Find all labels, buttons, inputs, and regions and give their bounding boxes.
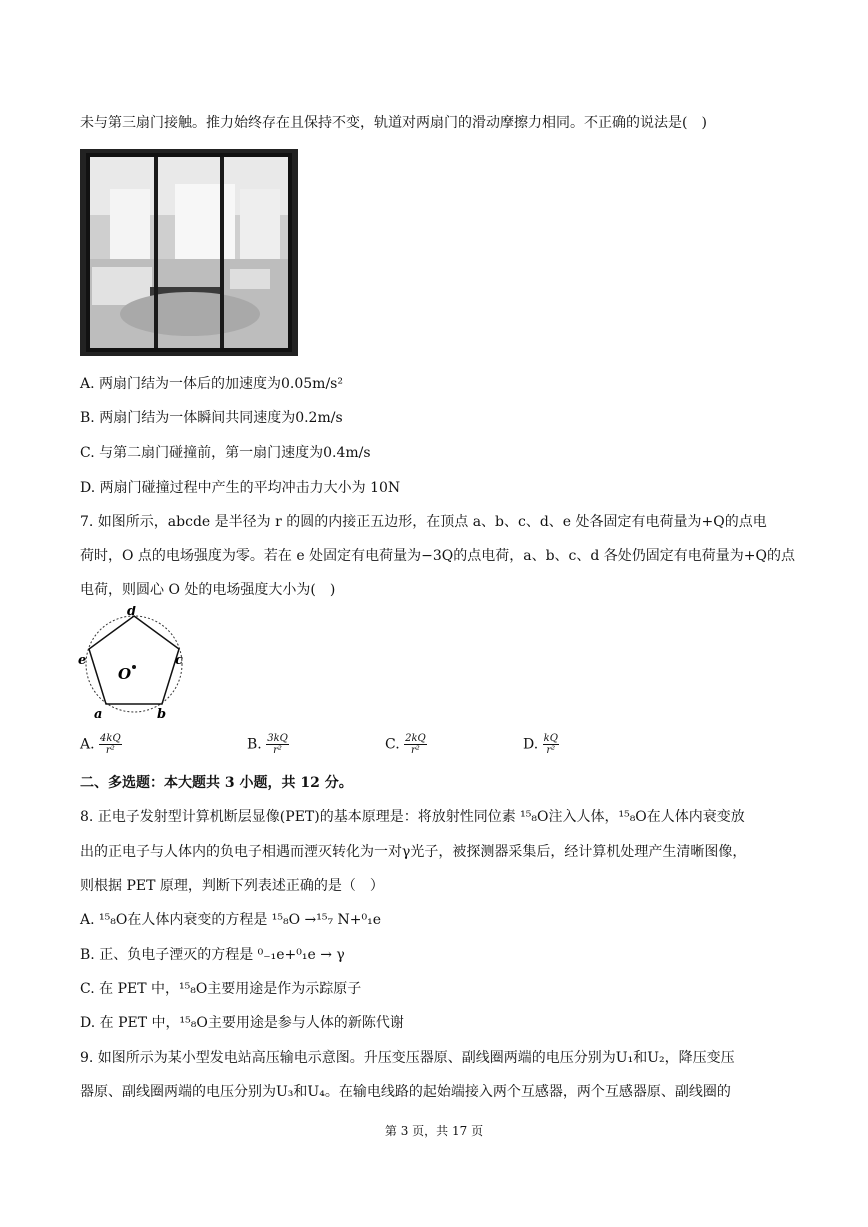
sliding-door-photo: [80, 149, 298, 356]
numerator: 2kQ: [405, 733, 426, 744]
q6-option-b: B. 两扇门结为一体瞬间共同速度为0.2m/s: [80, 410, 343, 426]
label-c: c: [175, 653, 183, 668]
q7-option-d-letter: D.: [523, 736, 539, 753]
q7-option-b-fraction: [266, 733, 289, 756]
q8-option-c: C. 在 PET 中，¹⁵₈O主要用途是作为示踪原子: [80, 981, 362, 997]
q7-option-a: [80, 733, 122, 756]
q6-option-d: D. 两扇门碰撞过程中产生的平均冲击力大小为 10N: [80, 480, 401, 496]
q7-option-d-fraction: [543, 733, 559, 756]
section-2-heading: 二、多选题：本大题共 3 小题，共 12 分。: [80, 775, 353, 791]
q7-option-b: [247, 733, 289, 756]
denominator: r²: [546, 745, 556, 756]
q8-option-b: B. 正、负电子湮灭的方程是 ⁰₋₁e+⁰₁e → γ: [80, 947, 345, 963]
denominator: r²: [105, 745, 115, 756]
q7-option-a-fraction: [99, 733, 122, 756]
q8-line-2: 出的正电子与人体内的负电子相遇而湮灭转化为一对γ光子，被探测器采集后，经计算机处理产生清晰图像，: [80, 844, 747, 860]
q7-option-a-letter: A.: [80, 736, 95, 753]
label-b: b: [157, 707, 167, 720]
q9-line-2: 器原、副线圈两端的电压分别为U₃和U₄。在输电线路的起始端接入两个互感器，两个互感器原、副线圈的: [80, 1084, 731, 1100]
numerator: 4kQ: [100, 733, 121, 744]
page-footer: 第 3 页，共 17 页: [384, 1124, 484, 1138]
circumscribed-circle: [86, 616, 182, 712]
center-dot: [132, 665, 136, 669]
pentagon-figure: [78, 606, 190, 720]
q7-line-3: 电荷，则圆心 O 处的电场强度大小为( ): [80, 582, 336, 598]
q7-line-1: 7. 如图所示，abcde 是半径为 r 的圆的内接正五边形，在顶点 a、b、c、d、e 处各固定有电荷量为+Q的点电: [80, 514, 767, 530]
label-d: d: [127, 606, 137, 619]
pentagon: [89, 616, 179, 704]
q9-line-1: 9. 如图所示为某小型发电站高压输电示意图。升压变压器原、副线圈两端的电压分别为U₁和U₂，降压变压: [80, 1050, 735, 1066]
q6-stem-tail: 未与第三扇门接触。推力始终存在且保持不变，轨道对两扇门的滑动摩擦力相同。不正确的说法是( ): [80, 115, 707, 131]
label-e: e: [78, 653, 87, 668]
q7-option-c-letter: C.: [385, 736, 400, 753]
q7-option-b-letter: B.: [247, 736, 262, 753]
label-o: O: [118, 665, 132, 683]
denominator: r²: [273, 745, 282, 756]
numerator: kQ: [543, 733, 558, 744]
q8-line-1: 8. 正电子发射型计算机断层显像(PET)的基本原理是：将放射性同位素 ¹⁵₈O注入人体，¹⁵₈O在人体内衰变放: [80, 809, 745, 825]
q8-line-3: 则根据 PET 原理，判断下列表述正确的是（ ）: [80, 878, 384, 894]
numerator: 3kQ: [267, 733, 288, 744]
q6-option-c: C. 与第二扇门碰撞前，第一扇门速度为0.4m/s: [80, 445, 371, 461]
q6-option-a: A. 两扇门结为一体后的加速度为0.05m/s²: [80, 376, 343, 392]
label-a: a: [94, 707, 103, 720]
q8-option-d: D. 在 PET 中，¹⁵₈O主要用途是参与人体的新陈代谢: [80, 1015, 404, 1031]
q8-option-a: A. ¹⁵₈O在人体内衰变的方程是 ¹⁵₈O →¹⁵₇ N+⁰₁e: [80, 912, 382, 928]
q7-option-c: [385, 733, 427, 756]
q7-option-c-fraction: [404, 733, 427, 756]
denominator: r²: [411, 745, 420, 756]
q7-option-d: [523, 733, 559, 756]
q7-line-2: 荷时，O 点的电场强度为零。若在 e 处固定有电荷量为−3Q的点电荷，a、b、c、d 各处仍固定有电荷量为+Q的点: [80, 548, 795, 564]
